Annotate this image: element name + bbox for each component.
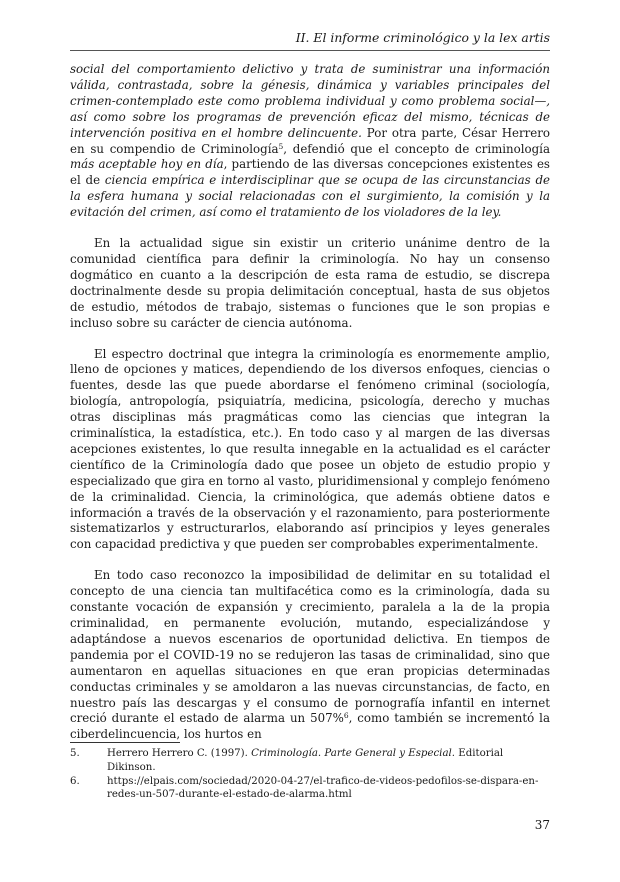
- footnote-ref: 5: [278, 141, 284, 151]
- paragraph: [70, 62, 550, 221]
- italic-text: Criminología. Parte General y Especial: [251, 748, 452, 759]
- footnote: [70, 775, 550, 803]
- text-run: Por otra parte, César Herrero en su compendio de Criminología: [70, 125, 550, 156]
- italic-text: más aceptable hoy en día: [70, 157, 224, 172]
- paragraph: [70, 347, 550, 554]
- footnote: [70, 747, 550, 775]
- page-number: 37: [534, 818, 550, 832]
- text-run: , partiendo de las diversas concepciones existentes es el de: [70, 157, 550, 188]
- footnote-text: [107, 775, 550, 803]
- footnote-rule: [70, 742, 180, 743]
- paragraph: [70, 236, 550, 331]
- footnote-number: 5.: [70, 748, 80, 759]
- text-run: En todo caso reconozco la imposibilidad de delimitar en su totalidad el concepto de una ciencia tan multifacética como es la criminología, dada su constante vocación de expansión y crecimiento, paralela a la de la propia criminalidad, en permanente evolución, mutando, especializándose y adaptándose a nuevos escenarios de oportunidad delictiva. En tiempos de pandemia por el COVID-19 no se redujeron las tasas de criminalidad, sino que aumentaron en aquellas situaciones en que eran propicias determinadas conductas criminales y se amoldaron a las nuevas circunstancias, de facto, en nuestro país las descargas y el consumo de pornografía infantil en internet creció durante el estado de alarma un 507%: [70, 568, 550, 726]
- footnote-ref: 6: [343, 711, 349, 721]
- text-run: , como también se incrementó la ciberdelincuencia, los hurtos en: [70, 711, 550, 742]
- text-run: https://elpais.com/sociedad/2020-04-27/el-trafico-de-videos-pedofilos-se-dispara-en-redes-un-507-durante-el-estado-de-alarma.html: [107, 775, 539, 801]
- italic-text: social del comportamiento delictivo y trata de suministrar una información válida, contrastada, sobre la génesis, dinámica y variables principales del crimen-contemplado este como problema individual y como problema social—, así como sobre los programas de prevención eficaz del mismo, técnicas de intervención positiva en el hombre delincuente.: [70, 62, 550, 140]
- text-run: . Editorial Dikinson.: [107, 748, 504, 773]
- text-run: , defendió que el concepto de criminología: [283, 141, 550, 156]
- text-run: Herrero Herrero C. (1997).: [107, 748, 252, 759]
- paragraph: [70, 568, 550, 743]
- text-run: En la actualidad sigue sin existir un criterio unánime dentro de la comunidad científica para definir la criminología. No hay un consenso dogmático en cuanto a la descripción de esta rama de estudio, se discrepa doctrinalmente desde su propia delimitación conceptual, hasta de sus objetos de estudio, métodos de trabajo, sistemas o funciones que le son propias e incluso sobre su carácter de ciencia autónoma.: [70, 236, 550, 330]
- header-rule: [70, 50, 550, 51]
- footnotes: [70, 747, 550, 802]
- text-run: El espectro doctrinal que integra la criminología es enormemente amplio, lleno de opciones y matices, dependiendo de los diversos enfoques, ciencias o fuentes, desde las que puede abordarse el fenómeno criminal (sociología, biología, antropología, psiquiatría, medicina, psicología, derecho y muchas otras disciplinas más pragmáticas como las ciencias que integran la criminalística, la estadística, etc.). En todo caso y al margen de las diversas acepciones existentes, lo que resulta innegable en la actualidad es el carácter científico de la Criminología dado que posee un objeto de estudio propio y especializado que gira en torno al vasto, pluridimensional y complejo fenómeno de la criminalidad. Ciencia, la criminológica, que además obtiene datos e información a través de la observación y el razonamiento, para posteriormente sistematizarlos y estructurarlos, elaborando así principios y leyes generales con capacidad predictiva y que pueden ser comprobables experimentalmente.: [70, 346, 550, 552]
- running-head: II. El informe criminológico y la lex artis: [295, 30, 550, 45]
- body-text: [70, 62, 550, 743]
- footnote-number: 6.: [70, 775, 80, 787]
- italic-text: ciencia empírica e interdisciplinar que se ocupa de las circunstancias de la esfera humana y social relacionadas con el surgimiento, la comisión y la evitación del crimen, así como el tratamiento de los violadores de la ley.: [70, 173, 551, 220]
- footnote-text: [107, 747, 550, 775]
